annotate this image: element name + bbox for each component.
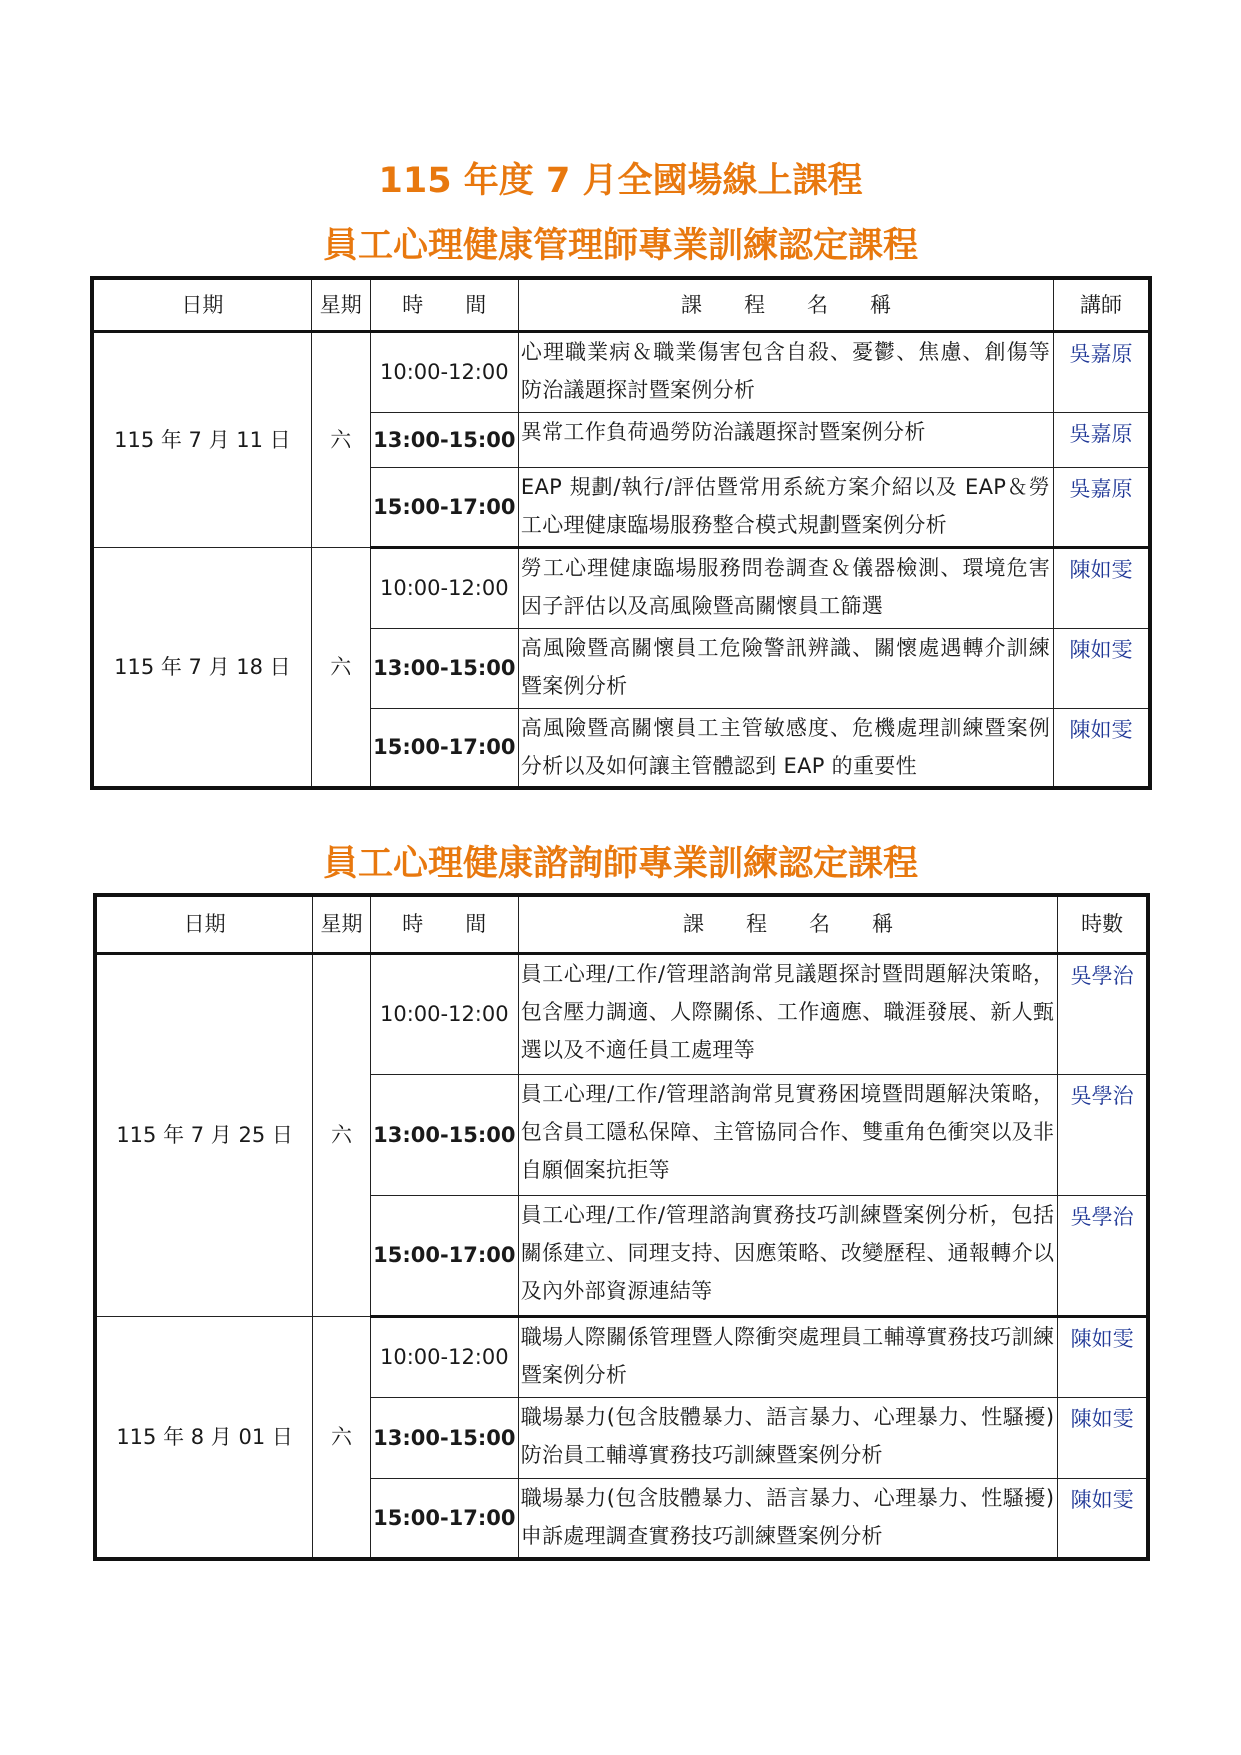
date-cell: 115 年 8 月 01 日 [95, 1316, 313, 1559]
table-header-row [92, 278, 1150, 331]
day-cell: 六 [311, 547, 370, 788]
course-cell: 勞工心理健康臨場服務問卷調查＆儀器檢測、環境危害因子評估以及高風險暨高關懷員工篩選 [518, 547, 1053, 628]
header-time: 時 間 [370, 895, 518, 953]
day-cell: 六 [313, 953, 371, 1316]
time-cell: 13:00-15:00 [370, 1074, 518, 1195]
header-day: 星期 [313, 895, 371, 953]
teacher-cell: 吳學治 [1058, 1074, 1148, 1195]
course-cell: 員工心理/工作/管理諮詢實務技巧訓練暨案例分析，包括關係建立、同理支持、因應策略、改變歷程、通報轉介以及內外部資源連結等 [518, 1195, 1058, 1316]
table-row [92, 331, 1150, 412]
time-cell: 10:00-12:00 [370, 1316, 518, 1397]
teacher-cell: 吳嘉原 [1054, 331, 1151, 412]
time-cell: 10:00-12:00 [370, 547, 518, 628]
date-cell: 115 年 7 月 25 日 [95, 953, 313, 1316]
time-cell: 13:00-15:00 [370, 412, 518, 467]
time-cell: 15:00-17:00 [370, 708, 518, 788]
course-cell: 心理職業病＆職業傷害包含自殺、憂鬱、焦慮、創傷等防治議題探討暨案例分析 [518, 331, 1053, 412]
date-cell: 115 年 7 月 18 日 [92, 547, 311, 788]
header-day: 星期 [311, 278, 370, 331]
header-date: 日期 [95, 895, 313, 953]
teacher-cell: 吳嘉原 [1054, 412, 1151, 467]
header-course: 課 程 名 稱 [518, 895, 1058, 953]
teacher-cell: 吳學治 [1058, 1195, 1148, 1316]
time-cell: 13:00-15:00 [370, 628, 518, 708]
teacher-cell: 陳如雯 [1054, 628, 1151, 708]
header-teacher: 講師 [1054, 278, 1151, 331]
header-hours: 時數 [1058, 895, 1148, 953]
time-cell: 15:00-17:00 [370, 1478, 518, 1559]
course-cell: 員工心理/工作/管理諮詢常見實務困境暨問題解決策略，包含員工隱私保障、主管協同合作、雙重角色衝突以及非自願個案抗拒等 [518, 1074, 1058, 1195]
date-cell: 115 年 7 月 11 日 [92, 331, 311, 547]
course-cell: 員工心理/工作/管理諮詢常見議題探討暨問題解決策略，包含壓力調適、人際關係、工作適應、職涯發展、新人甄選以及不適任員工處理等 [518, 953, 1058, 1074]
course-cell: 職場暴力(包含肢體暴力、語言暴力、心理暴力、性騷擾)申訴處理調查實務技巧訓練暨案例分析 [518, 1478, 1058, 1559]
time-cell: 15:00-17:00 [370, 1195, 518, 1316]
teacher-cell: 吳學治 [1058, 953, 1148, 1074]
table-header-row [95, 895, 1148, 953]
table-row [95, 1316, 1148, 1397]
schedule-table-manager [90, 276, 1152, 790]
course-cell: 異常工作負荷過勞防治議題探討暨案例分析 [518, 412, 1053, 467]
course-cell: 職場暴力(包含肢體暴力、語言暴力、心理暴力、性騷擾)防治員工輔導實務技巧訓練暨案例分析 [518, 1397, 1058, 1478]
course-cell: 職場人際關係管理暨人際衝突處理員工輔導實務技巧訓練暨案例分析 [518, 1316, 1058, 1397]
time-cell: 13:00-15:00 [370, 1397, 518, 1478]
teacher-cell: 陳如雯 [1054, 547, 1151, 628]
teacher-cell: 吳嘉原 [1054, 467, 1151, 547]
day-cell: 六 [313, 1316, 371, 1559]
header-date: 日期 [92, 278, 311, 331]
course-cell: EAP 規劃/執行/評估暨常用系統方案介紹以及 EAP＆勞工心理健康臨場服務整合模式規劃暨案例分析 [518, 467, 1053, 547]
time-cell: 15:00-17:00 [370, 467, 518, 547]
header-time: 時 間 [370, 278, 518, 331]
table-row [92, 547, 1150, 628]
course-cell: 高風險暨高關懷員工危險警訊辨識、關懷處遇轉介訓練暨案例分析 [518, 628, 1053, 708]
time-cell: 10:00-12:00 [370, 953, 518, 1074]
teacher-cell: 陳如雯 [1058, 1316, 1148, 1397]
program1-title: 員工心理健康管理師專業訓練認定課程 [322, 226, 918, 266]
header-course: 課 程 名 稱 [518, 278, 1053, 331]
main-title: 115 年度 7 月全國場線上課程 [378, 161, 863, 201]
teacher-cell: 陳如雯 [1054, 708, 1151, 788]
program2-title: 員工心理健康諮詢師專業訓練認定課程 [322, 844, 918, 884]
teacher-cell: 陳如雯 [1058, 1478, 1148, 1559]
course-cell: 高風險暨高關懷員工主管敏感度、危機處理訓練暨案例分析以及如何讓主管體認到 EAP 的重要性 [518, 708, 1053, 788]
table-row [95, 953, 1148, 1074]
day-cell: 六 [311, 331, 370, 547]
teacher-cell: 陳如雯 [1058, 1397, 1148, 1478]
time-cell: 10:00-12:00 [370, 331, 518, 412]
schedule-table-consultant [93, 893, 1150, 1561]
